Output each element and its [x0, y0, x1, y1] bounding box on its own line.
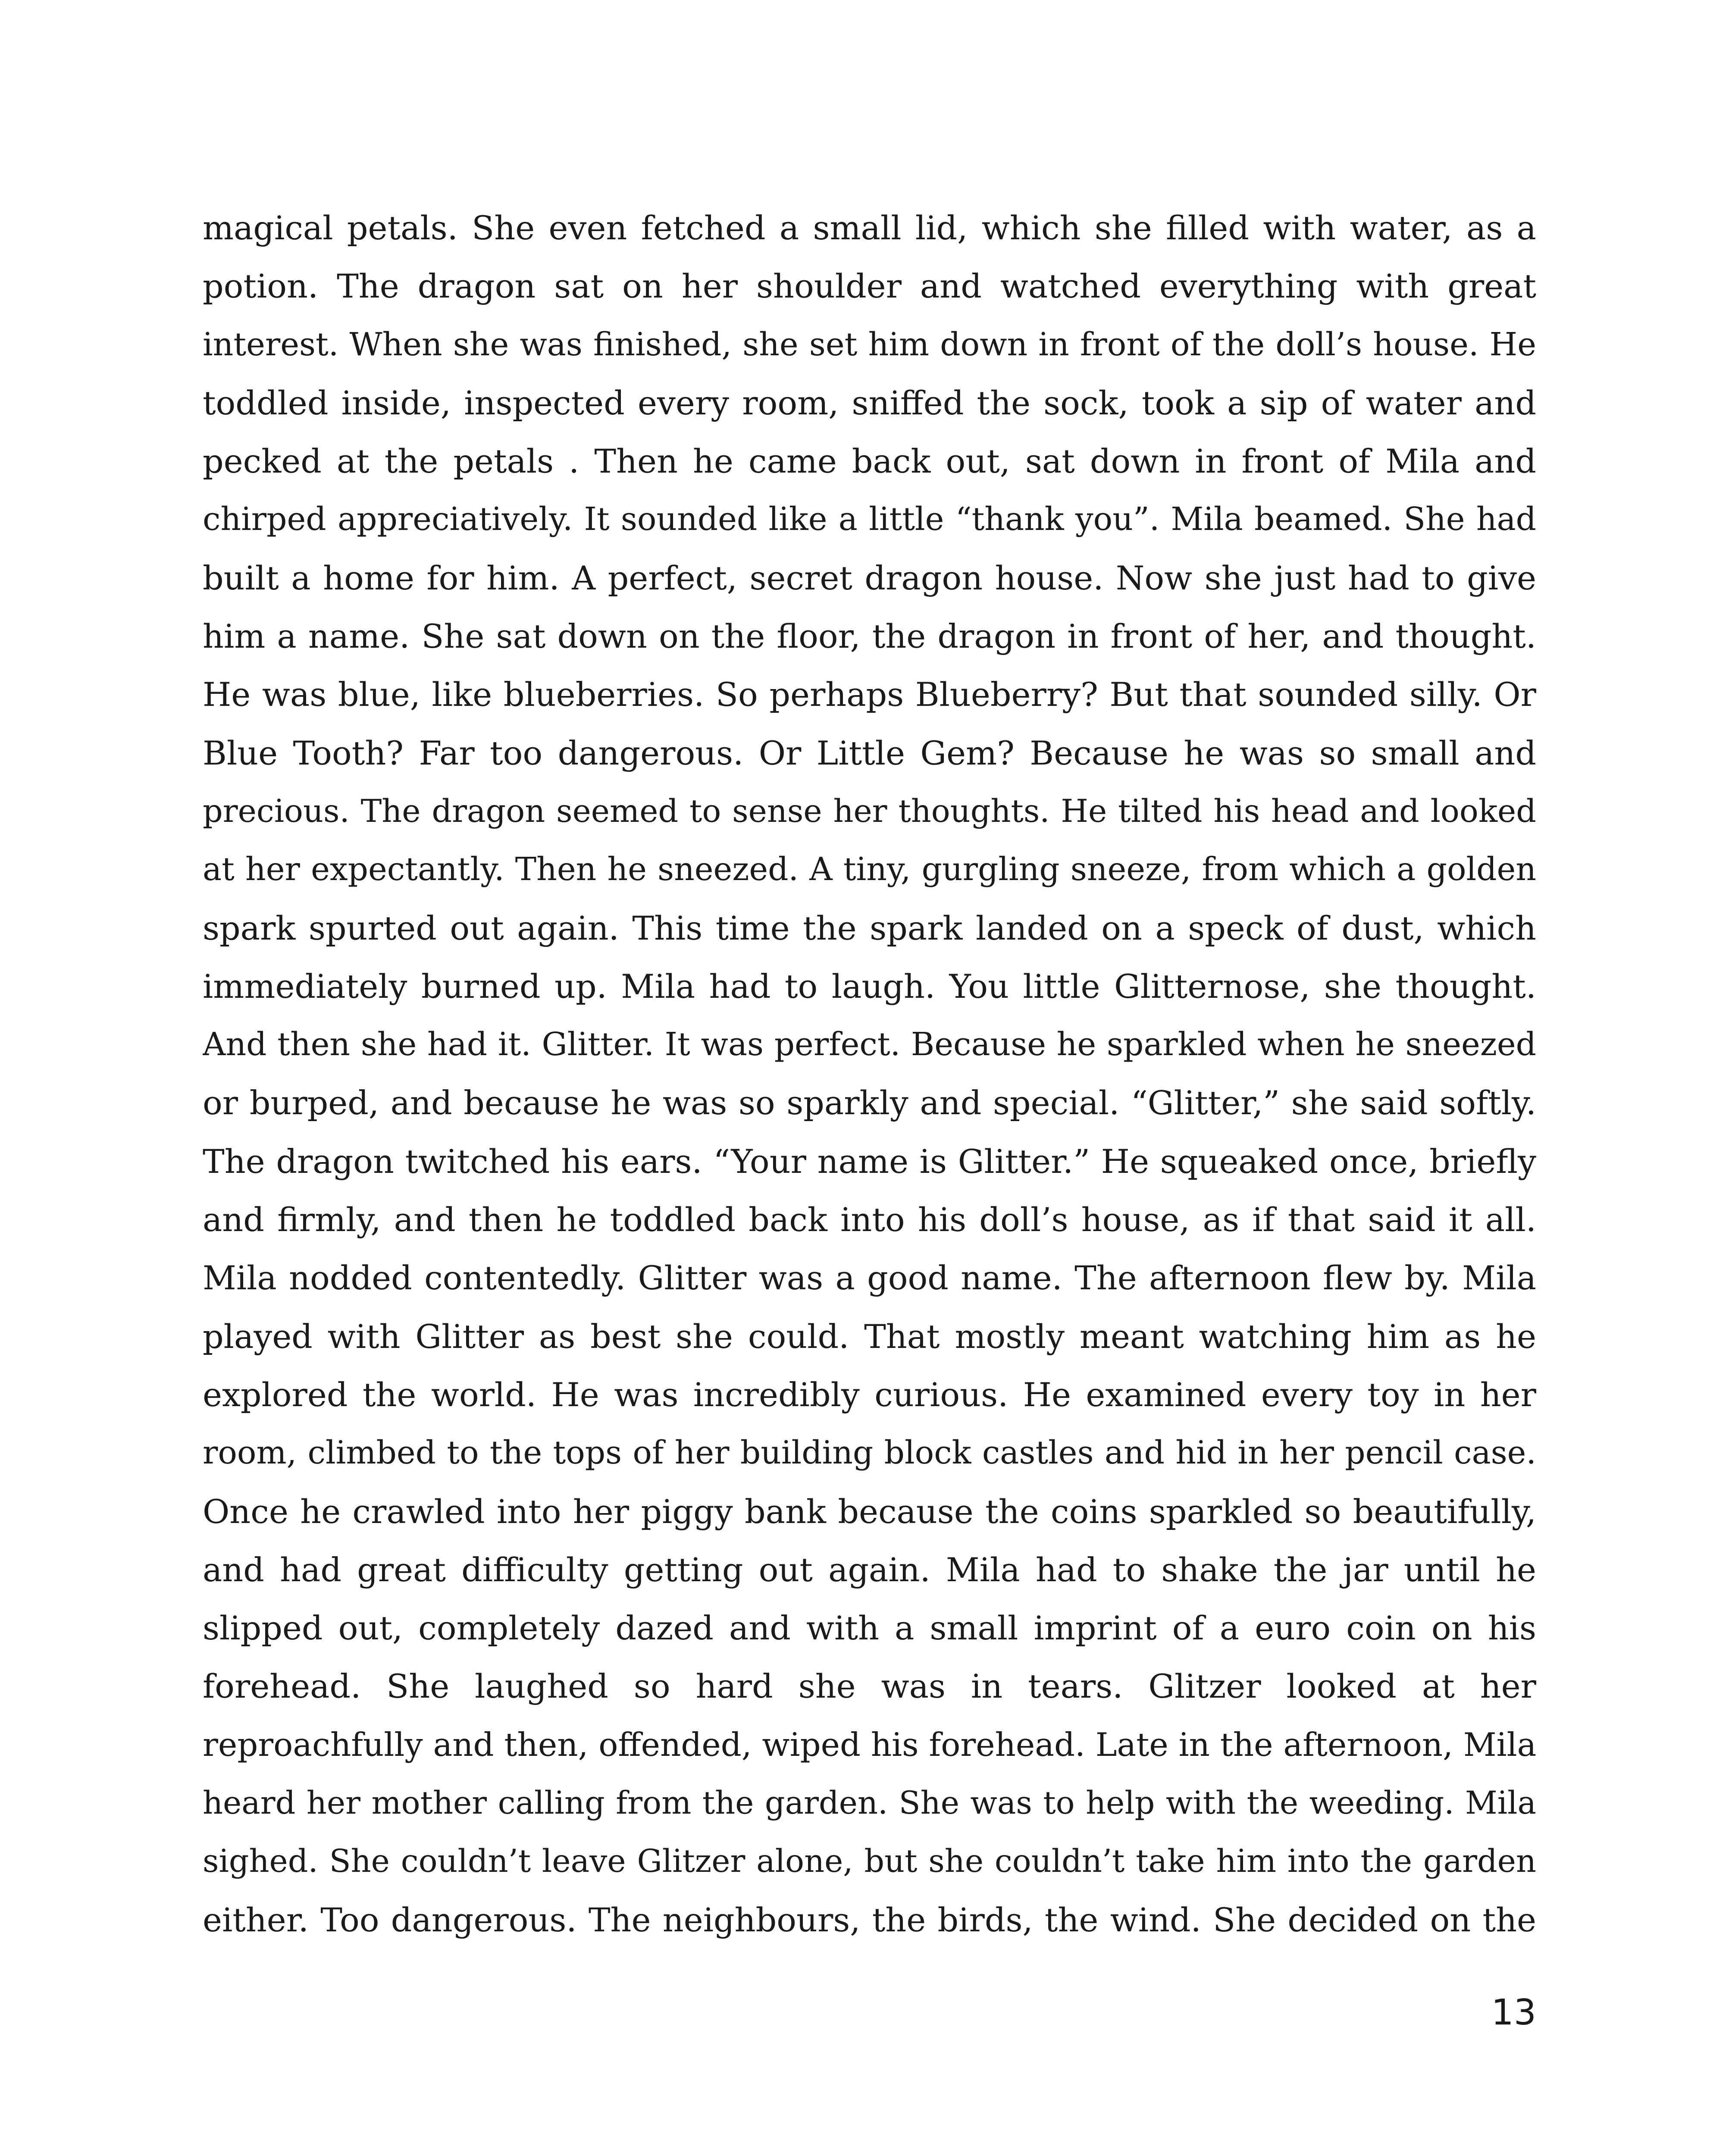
text-line: slipped out, completely dazed and with a small imprint of a euro coin on his — [203, 1609, 1536, 1648]
text-line: And then she had it. Glitter. It was perfect. Because he sparkled when he sneezed — [203, 1026, 1536, 1063]
text-line: precious. The dragon seemed to sense her thoughts. He tilted his head and looked — [203, 793, 1536, 830]
text-line: potion. The dragon sat on her shoulder and watched everything with great — [203, 267, 1536, 306]
text-line: The dragon twitched his ears. “Your name is Glitter.” He squeaked once, briefly — [203, 1142, 1536, 1181]
text-line: Once he crawled into her piggy bank because the coins sparkled so beautifully, — [203, 1492, 1536, 1531]
body-text — [203, 199, 1536, 1949]
text-line: and had great difficulty getting out again. Mila had to shake the jar until he — [203, 1550, 1536, 1589]
text-line: chirped appreciatively. It sounded like a little “thank you”. Mila beamed. She had — [203, 501, 1536, 538]
page-number: 13 — [1491, 1992, 1536, 2033]
text-line: magical petals. She even fetched a small lid, which she filled with water, as a — [203, 209, 1536, 247]
text-line: either. Too dangerous. The neighbours, the birds, the wind. She decided on the — [203, 1900, 1536, 1939]
text-line: room, climbed to the tops of her building block castles and hid in her pencil case. — [203, 1434, 1536, 1472]
text-line: Mila nodded contentedly. Glitter was a good name. The afternoon flew by. Mila — [203, 1259, 1536, 1297]
text-line: He was blue, like blueberries. So perhaps Blueberry? But that sounded silly. Or — [203, 675, 1536, 714]
text-line: forehead. She laughed so hard she was in tears. Glitzer looked at her — [203, 1667, 1536, 1706]
text-line: or burped, and because he was so sparkly and special. “Glitter,” she said softly. — [203, 1084, 1536, 1122]
text-line: heard her mother calling from the garden. She was to help with the weeding. Mila — [203, 1785, 1536, 1822]
text-line: spark spurted out again. This time the spark landed on a speck of dust, which — [203, 909, 1536, 947]
text-line: him a name. She sat down on the floor, the dragon in front of her, and thought. — [203, 617, 1536, 656]
text-line: built a home for him. A perfect, secret dragon house. Now she just had to give — [203, 558, 1536, 597]
text-line: pecked at the petals . Then he came back out, sat down in front of Mila and — [203, 442, 1536, 481]
text-line: interest. When she was finished, she set him down in front of the doll’s house. He — [203, 326, 1536, 363]
text-line: and firmly, and then he toddled back into his doll’s house, as if that said it all. — [203, 1200, 1536, 1239]
text-line: sighed. She couldn’t leave Glitzer alone, but she couldn’t take him into the garden — [203, 1843, 1536, 1880]
text-line: immediately burned up. Mila had to laugh. You little Glitternose, she thought. — [203, 967, 1536, 1006]
text-line: reproachfully and then, offended, wiped his forehead. Late in the afternoon, Mila — [203, 1725, 1536, 1764]
text-line: played with Glitter as best she could. That mostly meant watching him as he — [203, 1317, 1536, 1356]
text-line: toddled inside, inspected every room, sniffed the sock, took a sip of water and — [203, 383, 1536, 422]
text-line: at her expectantly. Then he sneezed. A tiny, gurgling sneeze, from which a golden — [203, 851, 1536, 888]
text-line: Blue Tooth? Far too dangerous. Or Little Gem? Because he was so small and — [203, 733, 1536, 772]
text-line: explored the world. He was incredibly curious. He examined every toy in her — [203, 1375, 1536, 1414]
